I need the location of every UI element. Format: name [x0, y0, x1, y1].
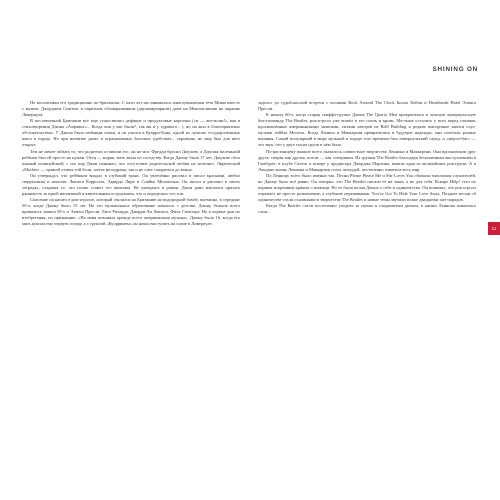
paragraph: Он утверждал, что ребёнком впадал в глубокий транс. Он увлечённо рисовал и писал красками, любил сюрреализм и нонсенс Льюиса Кэрролла, Эдварда Лира и Спайка Миллигана. Он писал и рисовал в своих тетрадях, создавая то, что позже станет его книгами. Не умещаясь в рамки, Джон рано научился прятать ранимость за едкой насмешкой и язвительным остроумием, что и определяло его тон.: [22, 172, 240, 196]
paragraph: задолго до судьбоносной встречи с песнями Rock Around The Clock Билла Хейли и Heartbreak Hotel Элвиса Пресли.: [258, 100, 476, 112]
running-head: SHINING ON: [432, 66, 478, 73]
paragraph: Когда The Beatles стали постепенно уходить за сцены и сладковатым дымом, в жизни Леннона появилась слож...: [258, 203, 476, 215]
page-number-tab: 11: [488, 222, 500, 235]
paragraph: К началу 60-х, когда старая скиффл-группа Джона The Quarry Men превратилась в лучшую ливерпульскую битл-команду The Beatles, рок-н-ролл уже вошёл в его плоть и кровь. Местные остались у всех перед глазами, вдохновлённые американскими записями, хитами авторов из Brill Building и редкие импортные записи соул-музыки лейбла Motown. Когда Леннон и Маккартни превратились в будущие надежды, они сочетали разные влияния. Самой популярной в мире музыкой в городе того времени был ливерпульский саунд, и «мерси-бит» — это звук, что у двух тысяч групп в нём было.: [258, 112, 476, 148]
right-text-column: [258, 100, 476, 495]
paragraph: В послевоенной Британии всё еще существовал дефицит и продуктовые карточки («и — апельсин!», как в стихотворении Джона «Алфавит»... Когда они у нас были?, так вы и у здравого... ), но он жил в благоприятных обстоятельствах. У Джона была любящая семья, и он учился в Куорри-Бэнк, одной из лучших государственных школ в городе. Но при нехватке денег и ограниченных бытовых удобствах... скромная, но мир был для него открыт.: [22, 118, 240, 148]
paragraph: По Леннону всего было именно так. Песни Please Please Me и She Loves You обожали миллионы слушателей, но Джону было всё равно. Он говорил, что The Beatles писали её на заказ, а не для себя. Вскоре Help! стал их первым искренним криком о помощи. Но то была песня Джона о себе и одиночество. Он понимал, что рок-н-ролл отражает не просто развлечение, а глубокие переживания. You've Got To Hide Your Love Away. Позднее песни об одиночестве стали основными в творчестве The Beatles и новые темы звучали позже двадцатки хит-парадов.: [258, 172, 476, 202]
paragraph: По-настоящему важное всего оказалось совместное творчество Леннона и Маккартни. Они вдохновляли друг друга: сперва как друзья, потом — как соперники. Из группы The Beatles благодаря бесконечным выступлениям в Гамбурге, в клубе Cavern и вскоре у продюсера Джорджа Мартина, вышла одна из величайших рок-групп. А в Лондоне жизнь Леннона и Маккартни стала легендой, постепенно охватила весь мир.: [258, 148, 476, 172]
left-text-column: [22, 100, 240, 495]
paragraph: Спасение он нашёл в рок-н-ролле, который свалился на Британию на водородной бомбе, внезапно, в середине 50-х, когда Джону было 15 лет. Но это музыкальное образование началось с детства. Джону больше всего нравились записи 50-х и Элвиса Пресли, Литл Ричарда, Джерри Ли Льюиса, Фила Спектора. Но в первые дни их изобретения, по признанию: «На меня повлияла прежде всего американская музыка». Джону было 16, когда его мать купила ему первую гитару, а с группой «Куорримен» он начал выступать на сцене в Ливерпуле.: [22, 197, 240, 227]
paragraph: Тем не менее забыть то, что родители оставили его, он не мог. Фредди бросил Джулию, а Джулия маленький ребёнок был ей просто не нужен. Отец — моряк, мать жила по соседству. Когда Джону было 17 лет, Джулию сбил пьяный полицейский; с тех пор Джон понимал, что отсутствие родительской любви не исчезнет. Лирический «Mother» — прямой отзвук той боли, почти мелодрама; так и не смог смириться до конца.: [22, 148, 240, 172]
paragraph: Но воспитывал его традиционно по-британски. С пяти лет им занималась многоуважаемая тётя Мими вместе с мужем, Джорджем Смитом, в опрятном сблокированном (двухквартирном) доме на Менлов-авеню на окраине Ливерпуля.: [22, 100, 240, 118]
